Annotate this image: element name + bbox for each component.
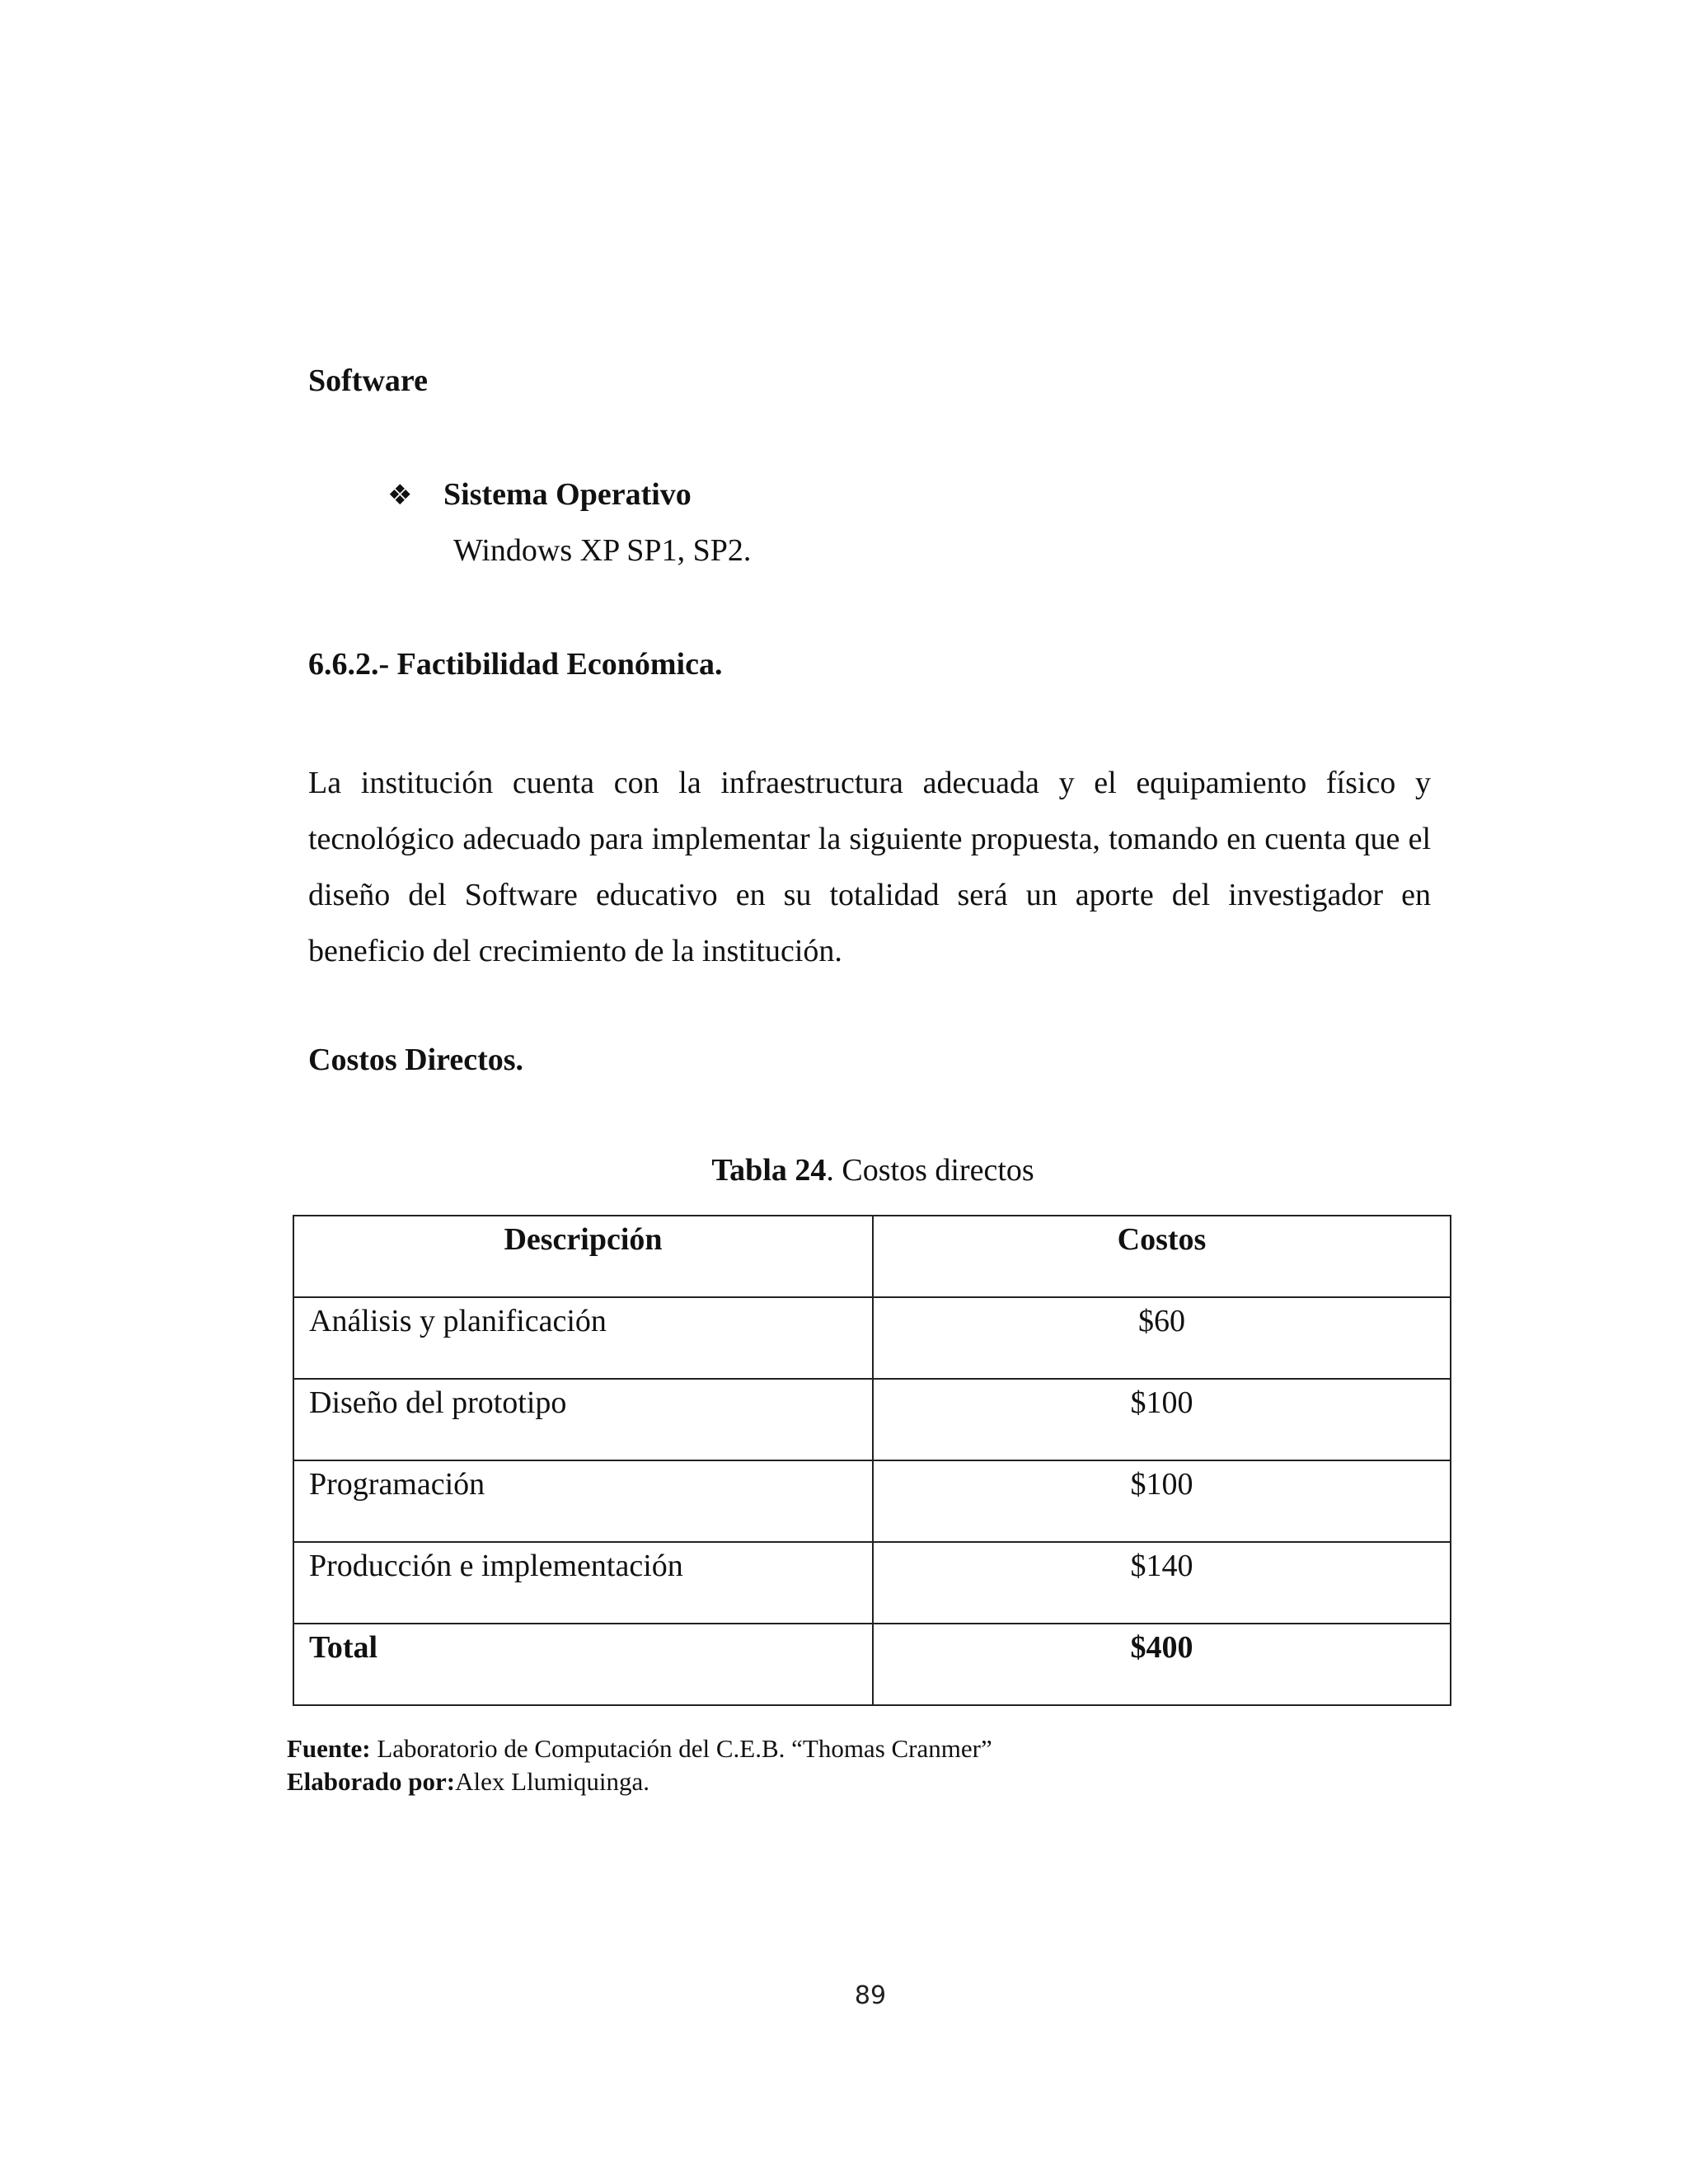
table-caption-text: . Costos directos (826, 1153, 1034, 1188)
table-total-row (293, 1624, 1451, 1705)
body-paragraph: La institución cuenta con la infraestructura adecuada y el equipamiento físico y tecnológico adecuado para implementar la siguiente propuesta, tomando en cuenta que el diseño del Software educativo en su totalidad será un aporte del investigador en beneficio del crecimiento de la institución. (308, 766, 1431, 968)
row-cost: $100 (873, 1379, 1451, 1460)
row-description: Programación (293, 1460, 873, 1542)
table-header-row (293, 1216, 1451, 1297)
table-row (293, 1297, 1451, 1379)
table-row (293, 1460, 1451, 1542)
total-cost: $400 (873, 1624, 1451, 1705)
fuente-text: Laboratorio de Computación del C.E.B. “Thomas Cranmer” (370, 1734, 992, 1763)
bullet-title: Sistema Operativo (443, 477, 692, 512)
costos-heading: Costos Directos. (308, 1043, 524, 1077)
row-description: Diseño del prototipo (293, 1379, 873, 1460)
fuente-label: Fuente: (287, 1734, 371, 1763)
row-cost: $60 (873, 1297, 1451, 1379)
diamond-bullet-icon: ❖ (387, 479, 413, 512)
table-caption (0, 1152, 1688, 1188)
total-label: Total (293, 1624, 873, 1705)
row-cost: $100 (873, 1460, 1451, 1542)
row-description: Análisis y planificación (293, 1297, 873, 1379)
table-caption-number: Tabla 24 (711, 1153, 827, 1188)
elaborado-text: Alex Llumiquinga. (455, 1767, 650, 1796)
page-number: 89 (854, 1981, 887, 2010)
fuente-line (287, 1732, 992, 1765)
bullet-item-os (387, 476, 692, 513)
table-row (293, 1542, 1451, 1624)
header-description: Descripción (293, 1216, 873, 1297)
row-description: Producción e implementación (293, 1542, 873, 1624)
table-row (293, 1379, 1451, 1460)
elaborado-line (287, 1765, 992, 1798)
bullet-detail: Windows XP SP1, SP2. (453, 533, 752, 568)
row-cost: $140 (873, 1542, 1451, 1624)
table-source (287, 1732, 992, 1798)
header-costs: Costos (873, 1216, 1451, 1297)
elaborado-label: Elaborado por: (287, 1767, 456, 1796)
costs-table (293, 1215, 1451, 1706)
section-heading: 6.6.2.- Factibilidad Económica. (308, 647, 723, 682)
software-heading: Software (308, 363, 428, 398)
